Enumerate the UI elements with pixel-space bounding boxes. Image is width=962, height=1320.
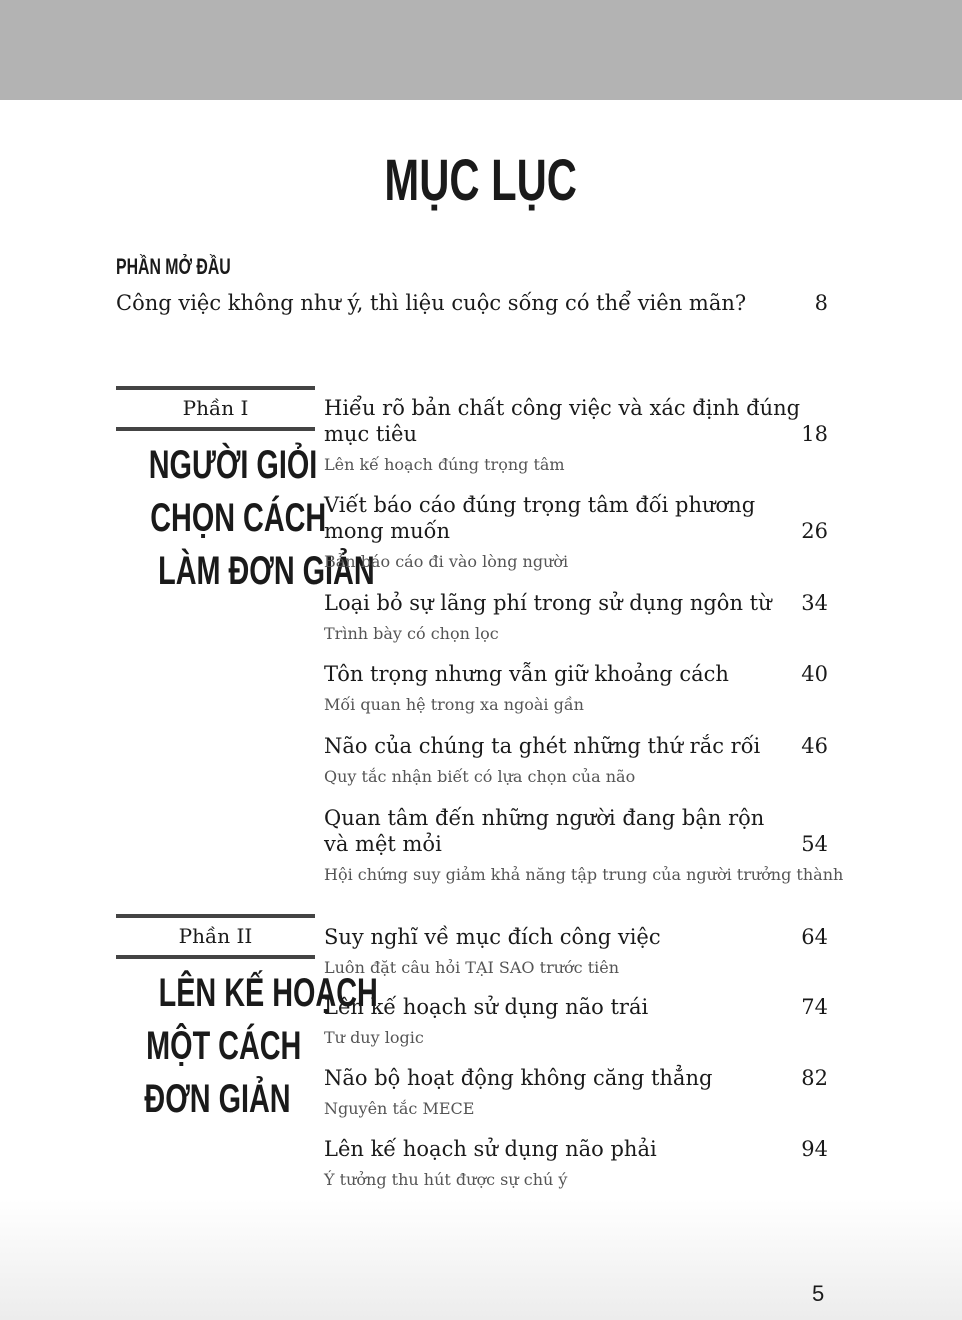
entry-title-line: Suy nghĩ về mục đích công việc	[324, 925, 661, 949]
entry-subtitle: Lên kế hoạch đúng trọng tâm	[324, 455, 565, 474]
toc-entry[interactable]	[324, 733, 844, 787]
entry-subtitle: Bản báo cáo đi vào lòng người	[324, 552, 569, 571]
intro-label: PHẦN MỞ ĐẦU	[116, 254, 231, 279]
page-title: MỤC LỤC	[384, 148, 578, 213]
part-label: Phần I	[182, 396, 249, 420]
entry-page-number: 46	[801, 734, 828, 758]
entry-title-line: mong muốn	[324, 519, 451, 543]
entry-title-line: Quan tâm đến những người đang bận rộn	[324, 806, 765, 830]
entry-title-line: Viết báo cáo đúng trọng tâm đối phương	[324, 493, 756, 517]
entry-subtitle: Quy tắc nhận biết có lựa chọn của não	[324, 767, 636, 786]
entry-title-line: Loại bỏ sự lãng phí trong sử dụng ngôn từ	[324, 591, 772, 615]
part-heading-line: NGƯỜI GIỎI	[148, 443, 318, 487]
toc-entry[interactable]	[324, 1136, 844, 1190]
page-number: 5	[812, 1281, 825, 1306]
entry-title-line: Tôn trọng nhưng vẫn giữ khoảng cách	[324, 662, 729, 686]
entry-subtitle: Hội chứng suy giảm khả năng tập trung của người trưởng thành	[324, 865, 844, 884]
entry-title-line: Hiểu rõ bản chất công việc và xác định đúng	[324, 396, 801, 420]
entry-subtitle: Trình bày có chọn lọc	[324, 624, 499, 643]
entry-page-number: 34	[801, 591, 828, 615]
part-heading-line: CHỌN CÁCH	[150, 496, 327, 540]
entry-subtitle: Tư duy logic	[324, 1028, 424, 1047]
toc-entry[interactable]	[324, 805, 844, 885]
part-heading-line: LÊN KẾ HOẠCH	[158, 971, 378, 1015]
entry-page-number: 82	[801, 1066, 828, 1090]
toc-entry[interactable]	[324, 395, 844, 475]
entry-page-number: 54	[801, 832, 828, 856]
entry-subtitle: Nguyên tắc MECE	[324, 1099, 475, 1118]
part-label: Phần II	[178, 924, 253, 948]
entry-subtitle: Mối quan hệ trong xa ngoài gần	[324, 695, 584, 714]
entry-title-line: Lên kế hoạch sử dụng não phải	[324, 1137, 657, 1161]
intro-entry-page: 8	[814, 291, 828, 315]
entry-page-number: 64	[801, 925, 828, 949]
entry-subtitle: Ý tưởng thu hút được sự chú ý	[324, 1170, 568, 1189]
part-heading-line: LÀM ĐƠN GIẢN	[158, 549, 375, 593]
toc-entry[interactable]	[324, 492, 844, 572]
entry-page-number: 18	[801, 422, 828, 446]
entry-title-line: Não của chúng ta ghét những thứ rắc rối	[324, 734, 761, 758]
toc-entry[interactable]	[324, 590, 844, 644]
entry-page-number: 94	[801, 1137, 828, 1161]
entry-title-line: Não bộ hoạt động không căng thẳng	[324, 1066, 713, 1090]
entry-title-line: mục tiêu	[324, 422, 417, 446]
toc-entry[interactable]	[324, 661, 844, 715]
entry-title-line: Lên kế hoạch sử dụng não trái	[324, 995, 649, 1019]
toc-entry[interactable]	[324, 994, 844, 1048]
toc-entry[interactable]	[324, 924, 844, 978]
top-bar	[0, 0, 962, 100]
part-heading-line: ĐƠN GIẢN	[144, 1077, 291, 1121]
entry-page-number: 74	[801, 995, 828, 1019]
intro-entry-title[interactable]: Công việc không như ý, thì liệu cuộc sống có thể viên mãn?	[116, 291, 747, 315]
entry-page-number: 40	[801, 662, 828, 686]
toc-entry[interactable]	[324, 1065, 844, 1119]
entry-title-line: và mệt mỏi	[324, 832, 442, 856]
entry-page-number: 26	[801, 519, 828, 543]
part-heading-line: MỘT CÁCH	[146, 1024, 302, 1068]
entry-subtitle: Luôn đặt câu hỏi TẠI SAO trước tiên	[324, 958, 620, 977]
